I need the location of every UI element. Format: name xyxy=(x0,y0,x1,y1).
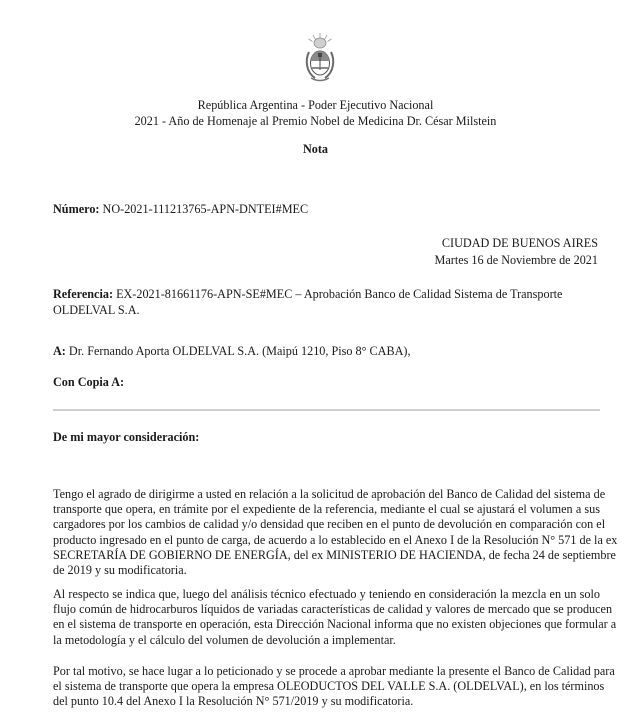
recipient xyxy=(53,344,411,359)
paragraph-line: de 2019 y su modificatoria. xyxy=(53,562,187,577)
paragraph-line: cargadores por los cambios de calidad y/o densidad que reciben en el punto de devolución en comparación con el xyxy=(53,517,606,532)
paragraph-line: SECRETARÍA DE GOBIERNO DE ENERGÍA, del ex MINISTERIO DE HACIENDA, de fecha 24 de septiembre xyxy=(53,547,616,562)
paragraph-line: flujo común de hidrocarburos líquidos de variadas características de calidad y valores de mercado que se producen xyxy=(53,602,613,617)
document-number xyxy=(53,202,308,217)
reference-label: Referencia: xyxy=(53,287,114,301)
paragraph-line: Al respecto se indica que, luego del análisis técnico efectuado y teniendo en consideración la mezcla en un solo xyxy=(53,587,600,601)
document-type-title: Nota xyxy=(302,142,329,156)
body-paragraph-1 xyxy=(53,487,618,578)
paragraph-line: Por tal motivo, se hace lugar a lo peticionado y se procede a aprobar mediante la presente el Banco de Calidad para xyxy=(53,664,615,678)
city: CIUDAD DE BUENOS AIRES xyxy=(441,236,598,250)
paragraph-line: el sistema de transporte que opera la empresa OLEODUCTOS DEL VALLE S.A. (OLDELVAL), en los términos xyxy=(53,679,605,694)
reference-value: EX-2021-81661176-APN-SE#MEC – Aprobación Banco de Calidad Sistema de Transporte xyxy=(116,287,563,301)
paragraph-line: transporte que opera, en trámite por el expediente de la referencia, mediante el cual se ajustará el volumen a sus xyxy=(53,502,600,517)
paragraph-line: la metodología y el cálculo del volumen de devolución a implementar. xyxy=(53,632,396,647)
recipient-label: A: xyxy=(53,344,66,358)
paragraph-line: del punto 10.4 del Anexo I la Resolución N° 571/2019 y su modificatoria. xyxy=(53,694,414,709)
body-paragraph-2 xyxy=(53,587,617,648)
argentina-coat-of-arms-icon xyxy=(303,30,337,86)
recipient-value: Dr. Fernando Aporta OLDELVAL S.A. (Maipú 1210, Piso 8° CABA), xyxy=(68,344,411,358)
paragraph-line: Tengo el agrado de dirigirme a usted en relación a la solicitud de aprobación del Banco de Calidad del sistema de xyxy=(53,487,606,501)
salutation: De mi mayor consideración: xyxy=(53,430,200,444)
reference-line-1 xyxy=(53,287,562,302)
divider xyxy=(53,409,600,411)
header-institution: República Argentina - Poder Ejecutivo Nacional xyxy=(197,98,434,112)
paragraph-line: producto ingresado en el punto de carga, de acuerdo a lo establecido en el Anexo I de la Resolución N° 571 de la ex xyxy=(53,532,618,547)
paragraph-line: en el sistema de transporte en operación, esta Dirección Nacional informa que no existen objeciones que formular a xyxy=(53,617,617,632)
document-number-value: NO-2021-111213765-APN-DNTEI#MEC xyxy=(102,202,309,216)
header-year-motto: 2021 - Año de Homenaje al Premio Nobel de Medicina Dr. César Milstein xyxy=(134,114,497,128)
reference-line-2: OLDELVAL S.A. xyxy=(53,303,140,317)
cc-label: Con Copia A: xyxy=(53,375,125,389)
date: Martes 16 de Noviembre de 2021 xyxy=(434,253,598,267)
body-paragraph-3 xyxy=(53,664,615,710)
document-number-label: Número: xyxy=(53,202,100,216)
